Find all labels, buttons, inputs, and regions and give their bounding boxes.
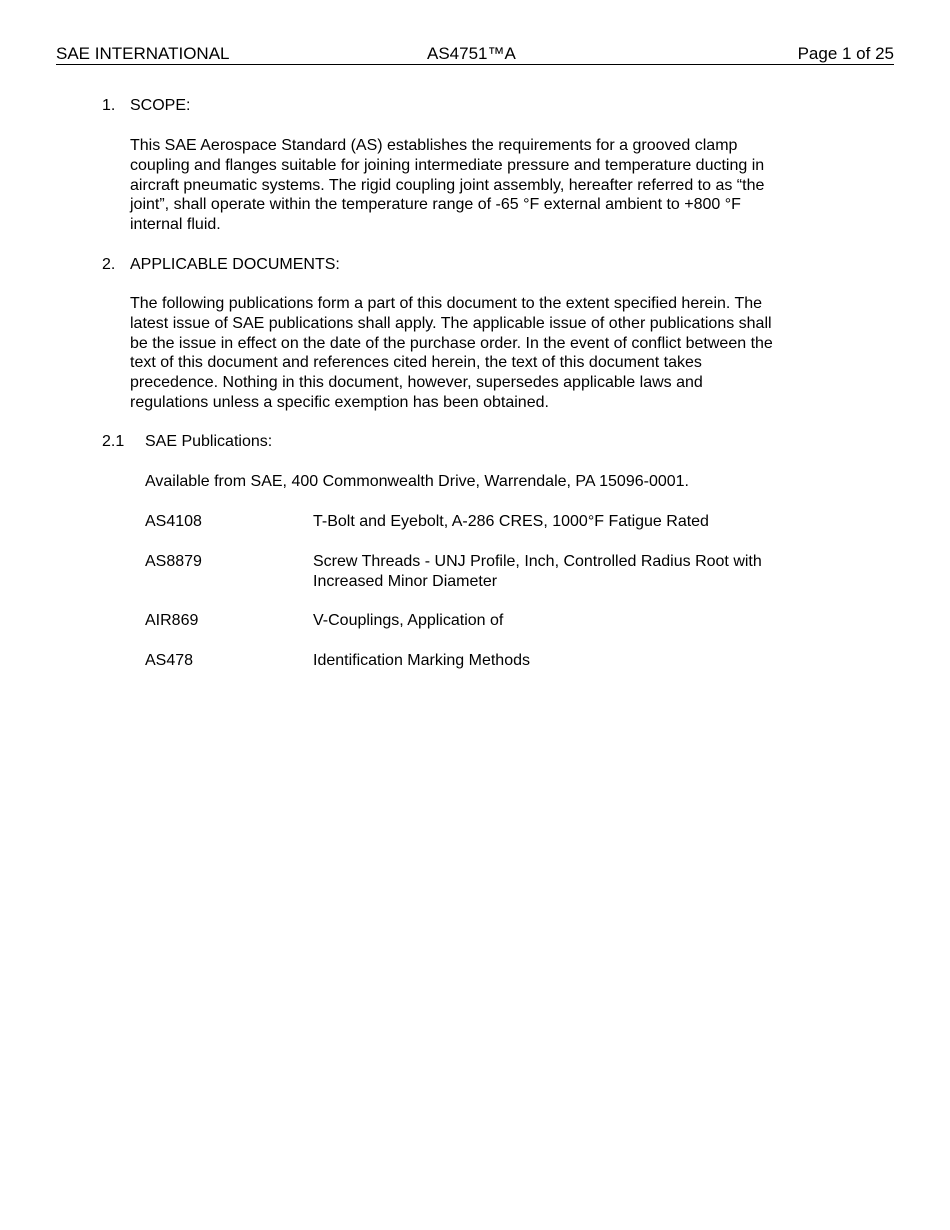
applicable-documents-line: be the issue in effect on the date of the purchase order. In the event of conflict between the (130, 334, 773, 352)
scope-line: This SAE Aerospace Standard (AS) establishes the requirements for a grooved clamp (130, 137, 738, 154)
section-title-sae-publications: SAE Publications: (145, 433, 273, 450)
applicable-documents-paragraph (130, 294, 830, 413)
publication-title-line: V-Couplings, Application of (313, 612, 504, 629)
header-document-number: AS4751™A (427, 44, 516, 63)
publication-title-line: T-Bolt and Eyebolt, A-286 CRES, 1000°F Fatigue Rated (313, 513, 709, 530)
publication-title (313, 611, 833, 631)
publication-code: AS8879 (145, 553, 202, 570)
publication-title (313, 512, 833, 532)
publication-title-line: Increased Minor Diameter (313, 572, 498, 590)
applicable-documents-line: precedence. Nothing in this document, however, supersedes applicable laws and (130, 374, 703, 392)
header-page-label: Page 1 of 25 (797, 44, 894, 63)
scope-line: joint”, shall operate within the temperature range of -65 °F external ambient to +800 °F (130, 196, 741, 214)
scope-line: coupling and flanges suitable for joining intermediate pressure and temperature ducting in (130, 156, 765, 174)
publication-code: AIR869 (145, 612, 199, 629)
section-number-scope: 1. (102, 97, 116, 114)
section-number-sae-publications: 2.1 (102, 433, 125, 450)
publication-code: AS4108 (145, 513, 202, 530)
publication-title-line: Identification Marking Methods (313, 652, 530, 669)
applicable-documents-line: regulations unless a specific exemption has been obtained. (130, 393, 549, 411)
publication-title-line: Screw Threads - UNJ Profile, Inch, Controlled Radius Root with (313, 553, 762, 570)
publication-title (313, 651, 833, 671)
applicable-documents-line: The following publications form a part of this document to the extent specified herein. The (130, 295, 763, 312)
applicable-documents-line: text of this document and references cited herein, the text of this document takes (130, 354, 702, 372)
section-title-scope: SCOPE: (130, 97, 191, 114)
applicable-documents-line: latest issue of SAE publications shall apply. The applicable issue of other publications shall (130, 314, 772, 332)
publication-code: AS478 (145, 652, 194, 669)
sae-availability-text: Available from SAE, 400 Commonwealth Drive, Warrendale, PA 15096-0001. (145, 473, 689, 490)
publication-title (313, 552, 833, 592)
section-title-applicable-documents: APPLICABLE DOCUMENTS: (130, 256, 340, 273)
scope-line: internal fluid. (130, 216, 221, 234)
header-organization: SAE INTERNATIONAL (56, 44, 230, 63)
scope-paragraph (130, 136, 830, 235)
page-header (56, 44, 894, 65)
section-number-applicable-documents: 2. (102, 256, 116, 273)
scope-line: aircraft pneumatic systems. The rigid coupling joint assembly, hereafter referred to as “the (130, 176, 765, 194)
